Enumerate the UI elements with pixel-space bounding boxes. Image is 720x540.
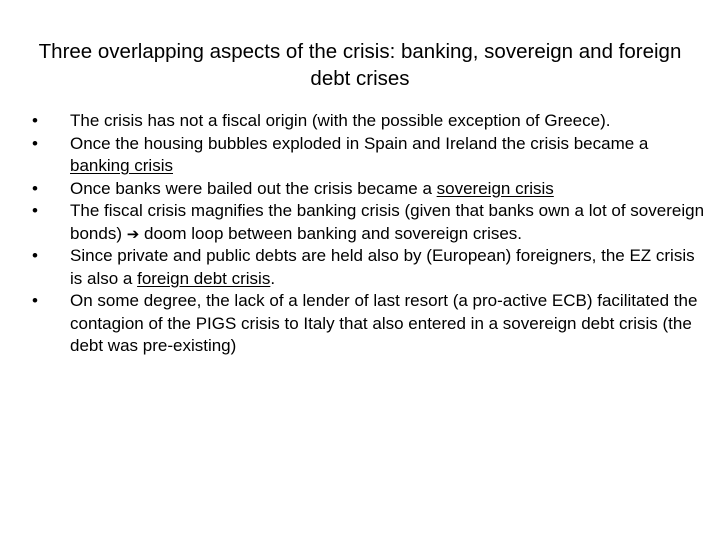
bullet-list xyxy=(28,110,708,358)
slide-title: Three overlapping aspects of the crisis: banking, sovereign and foreign debt crises xyxy=(38,40,682,90)
bullet-text: Once banks were bailed out the crisis became a xyxy=(70,178,437,198)
bullet-item-foreign-debt xyxy=(28,245,708,290)
bullet-item-banking-crisis xyxy=(28,133,708,178)
bullet-item-fiscal-origin xyxy=(28,110,708,133)
bullet-text: The fiscal crisis magnifies the banking crisis (given that banks own a lot of sovereign bonds) xyxy=(70,201,705,243)
underlined-term: sovereign crisis xyxy=(436,178,554,198)
bullet-icon: • xyxy=(32,111,38,130)
right-arrow-icon: ➔ xyxy=(126,225,140,243)
bullet-text: Since private and public debts are held also by (European) foreigners, the EZ crisis is also a xyxy=(70,246,695,288)
bullet-icon: • xyxy=(32,201,38,220)
bullet-text: The crisis has not a fiscal origin (with the possible exception of Greece). xyxy=(70,111,611,130)
bullet-icon: • xyxy=(32,178,38,198)
bullet-icon: • xyxy=(32,291,38,310)
underlined-term: banking crisis xyxy=(70,156,173,175)
bullet-text-continued: doom loop between banking and sovereign crises. xyxy=(139,223,523,243)
bullet-icon: • xyxy=(32,246,38,265)
bullet-text: On some degree, the lack of a lender of last resort (a pro-active ECB) facilitated the contagion of the PIGS crisis to Italy that also entered in a sovereign debt crisis (the debt was pre-existing) xyxy=(70,291,698,355)
bullet-item-sovereign-crisis xyxy=(28,178,708,201)
bullet-text: Once the housing bubbles exploded in Spain and Ireland the crisis became a xyxy=(70,133,649,153)
bullet-item-lender-of-last-resort xyxy=(28,290,708,358)
bullet-item-doom-loop xyxy=(28,200,708,245)
bullet-text-end: . xyxy=(270,268,276,288)
underlined-term: foreign debt crisis xyxy=(137,268,271,288)
bullet-icon: • xyxy=(32,133,38,153)
